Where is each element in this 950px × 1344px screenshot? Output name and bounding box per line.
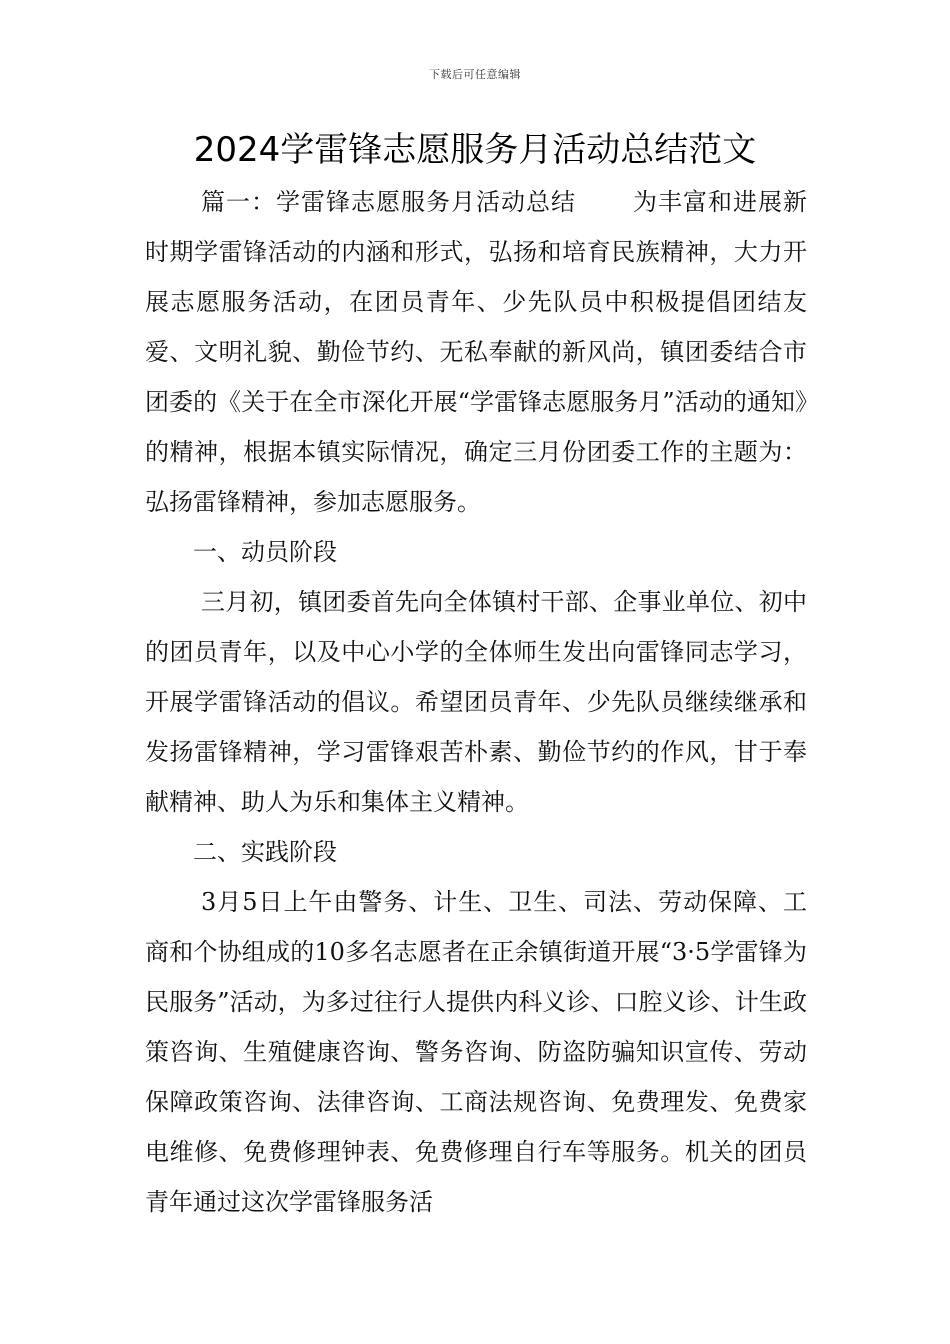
lead-text: 为丰富和进展新时期学雷锋活动的内涵和形式，弘扬和培育民族精神，大力开展志愿服务活动，在团员青年、少先队员中积极提倡团结友爱、文明礼貌、勤俭节约、无私奉献的新风尚，镇团委结合市团委的《关于在全市深化开展“学雷锋志愿服务月”活动的通知》的精神，根据本镇实际情况，确定三月份团委工作的主题为：弘扬雷锋精神，参加志愿服务。 [145,188,807,516]
part-label: 篇一：学雷锋志愿服务月活动总结 [201,188,576,216]
section-paragraph: 三月初，镇团委首先向全体镇村干部、企事业单位、初中的团员青年，以及中心小学的全体师生发出向雷锋同志学习，开展学雷锋活动的倡议。希望团员青年、少先队员继续继承和发扬雷锋精神，学习雷锋艰苦朴素、勤俭节约的作风，甘于奉献精神、助人为乐和集体主义精神。 [145,588,807,816]
header-note: 下载后可任意编辑 [429,68,521,81]
section-paragraph: 3月5日上午由警务、计生、卫生、司法、劳动保障、工商和个协组成的10多名志愿者在正余镇街道开展“3·5学雷锋为民服务”活动，为多过往行人提供内科义诊、口腔义诊、计生政策咨询、生殖健康咨询、警务咨询、防盗防骗知识宣传、劳动保障政策咨询、法律咨询、工商法规咨询、免费理发、免费家电维修、免费修理钟表、免费修理自行车等服务。机关的团员青年通过这次学雷锋服务活 [145,888,807,1216]
section-heading: 二、实践阶段 [193,838,337,866]
page-title: 2024学雷锋志愿服务月活动总结范文 [193,130,757,170]
lead-paragraph [145,177,807,527]
document-body [145,177,807,1227]
section-heading: 一、动员阶段 [193,538,337,566]
